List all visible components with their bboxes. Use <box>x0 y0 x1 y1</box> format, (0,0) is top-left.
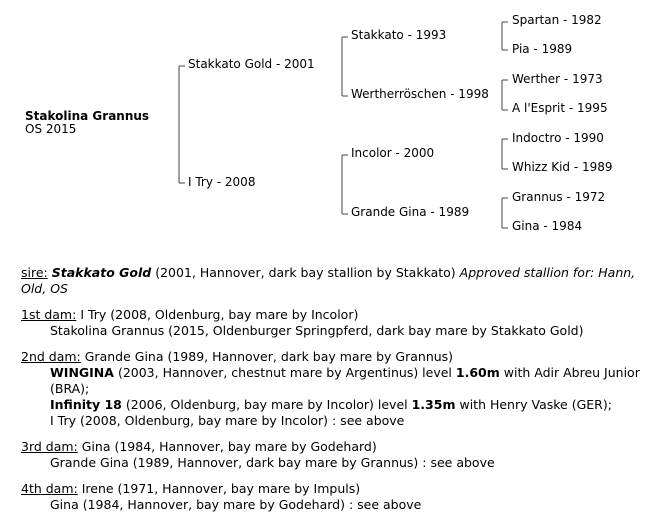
dam2-offspring-1 <box>21 365 657 397</box>
dam3-label: 3rd dam: <box>21 439 78 454</box>
sire-name: Stakkato Gold <box>51 265 152 280</box>
offspring-rider: with Henry Vaske (GER); <box>459 397 612 412</box>
offspring-details: (2003, Hannover, chestnut mare by Argentinus) level <box>117 365 452 380</box>
ancestor-node: Indoctro - 1990 <box>512 131 604 145</box>
dam4-text: Irene (1971, Hannover, bay mare by Impuls) <box>81 481 361 496</box>
subject-studbook: OS 2015 <box>25 122 77 136</box>
dam-dam-node: Grande Gina - 1989 <box>351 205 470 219</box>
sire-approved: Approved stallion for: Hann, Old, OS <box>21 265 636 296</box>
dam1-label: 1st dam: <box>21 307 77 322</box>
dam3-offspring: Grande Gina (1989, Hannover, dark bay mare by Grannus) : see above <box>50 455 495 470</box>
dam2-offspring-2 <box>21 397 657 413</box>
dam4-label: 4th dam: <box>21 481 78 496</box>
pedigree-subject <box>25 110 149 136</box>
sire-label: sire: <box>21 265 48 280</box>
ancestor-node: Werther - 1973 <box>512 72 603 86</box>
dam1-section <box>21 307 657 339</box>
dam2-label: 2nd dam: <box>21 349 81 364</box>
dam4-offspring: Gina (1984, Hannover, bay mare by Godehard) : see above <box>50 497 422 512</box>
sire-node: Stakkato Gold - 2001 <box>188 57 315 71</box>
dam1-offspring: Stakolina Grannus (2015, Oldenburger Springpferd, dark bay mare by Stakkato Gold) <box>50 323 584 338</box>
ancestor-node: A l'Esprit - 1995 <box>512 101 608 115</box>
sire-details: (2001, Hannover, dark bay stallion by Stakkato) <box>155 265 456 280</box>
dam3-text: Gina (1984, Hannover, bay mare by Godehard) <box>81 439 377 454</box>
ancestor-node: Spartan - 1982 <box>512 13 602 27</box>
pedigree-details <box>21 265 657 513</box>
dam3-section <box>21 439 657 471</box>
dam2-text: Grande Gina (1989, Hannover, dark bay mare by Grannus) <box>84 349 454 364</box>
offspring-rider: with Adir Abreu Junior (BRA); <box>50 365 640 396</box>
dam-node: I Try - 2008 <box>188 175 256 189</box>
offspring-details: (2006, Oldenburg, bay mare by Incolor) level <box>125 397 408 412</box>
offspring-name: WINGINA <box>50 365 114 380</box>
dam2-offspring-3: I Try (2008, Oldenburg, bay mare by Incolor) : see above <box>50 413 405 428</box>
ancestor-node: Gina - 1984 <box>512 219 583 233</box>
dam1-text: I Try (2008, Oldenburg, bay mare by Incolor) <box>80 307 359 322</box>
offspring-level: 1.60m <box>455 365 500 380</box>
ancestor-node: Grannus - 1972 <box>512 190 606 204</box>
dam2-section <box>21 349 657 429</box>
sire-sire-node: Stakkato - 1993 <box>351 28 447 42</box>
offspring-name: Infinity 18 <box>50 397 122 412</box>
pedigree-chart <box>0 0 670 250</box>
dam-sire-node: Incolor - 2000 <box>351 146 435 160</box>
dam4-section <box>21 481 657 513</box>
ancestor-node: Pia - 1989 <box>512 42 573 56</box>
ancestor-node: Whizz Kid - 1989 <box>512 160 613 174</box>
offspring-level: 1.35m <box>411 397 456 412</box>
sire-section <box>21 265 657 297</box>
sire-dam-node: Wertherröschen - 1998 <box>351 87 489 101</box>
subject-name: Stakolina Grannus <box>25 109 150 123</box>
